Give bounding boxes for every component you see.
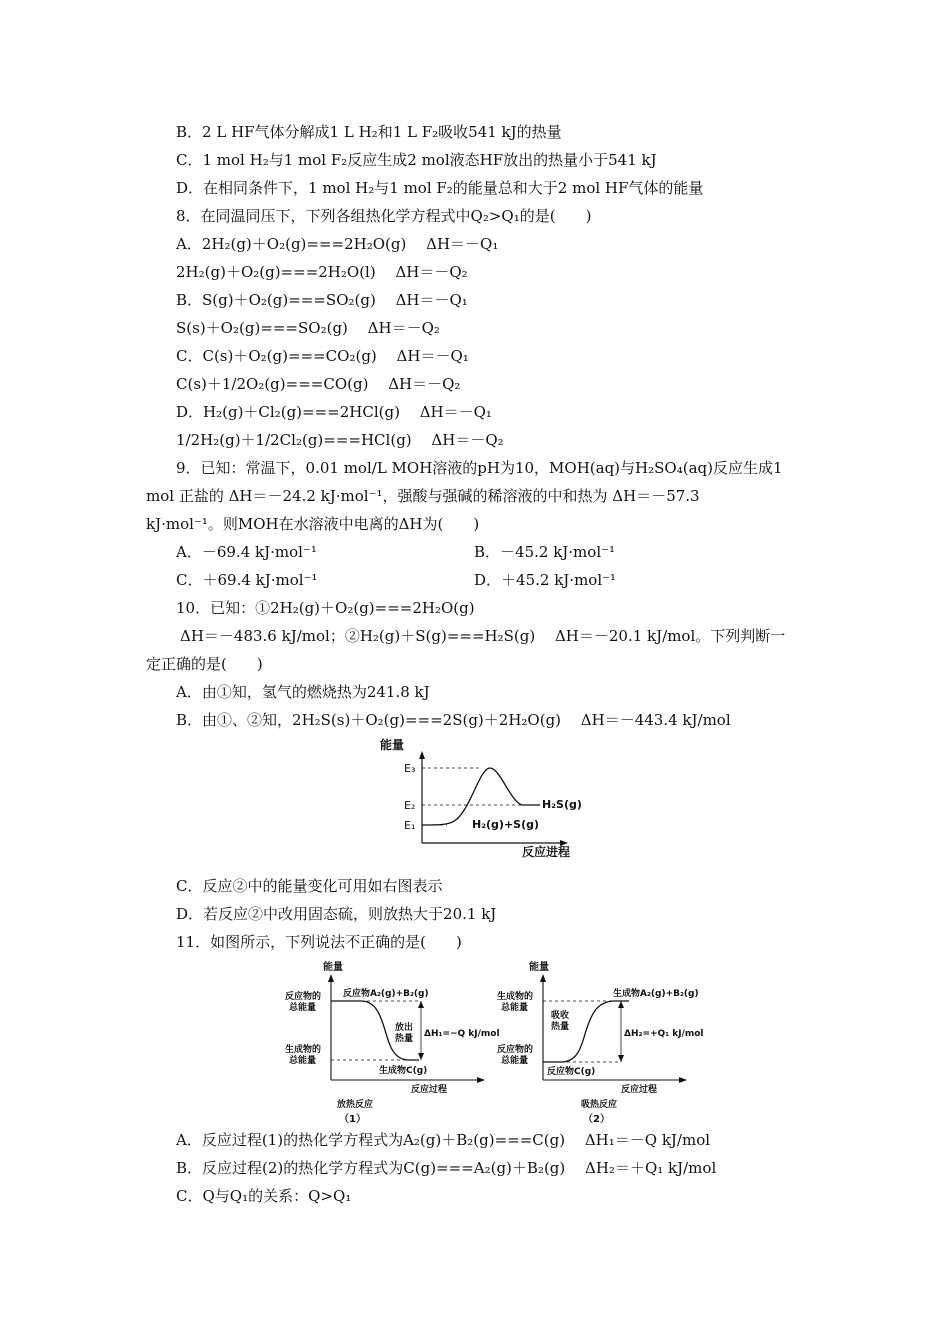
question-9-line2: mol 正盐的 ΔH＝－24.2 kJ·mol⁻¹，强酸与强碱的稀溶液的中和热为 ΔH＝－57.3 [146, 487, 700, 505]
fig2-left-heat-2: 热量 [395, 1034, 414, 1044]
q8-option-b-2: S(s)＋O₂(g)===SO₂(g) ΔH＝－Q₂ [176, 319, 440, 337]
fig2-left-product: 生成物C(g) [379, 1066, 428, 1076]
q9-option-b: B．－45.2 kJ·mol⁻¹ [474, 543, 616, 561]
fig2-left-dh: ΔH₁=−Q kJ/mol [424, 1029, 500, 1039]
fig2-left-reactant-energy-1: 反应物的 [285, 992, 322, 1002]
fig2-left-reactant: 反应物A₂(g)+B₂(g) [343, 989, 429, 999]
fig2-left-num: （1） [339, 1114, 366, 1125]
q10-option-c: C．反应②中的能量变化可用如右图表示 [176, 877, 443, 895]
fig2-right-ylabel: 能量 [529, 962, 549, 973]
fig2-exothermic-diagram [285, 960, 500, 1125]
q11-option-a: A．反应过程(1)的热化学方程式为A₂(g)＋B₂(g)===C(g) ΔH₁＝－Q kJ/mol [176, 1131, 711, 1149]
fig2-left-product-energy-1: 生成物的 [285, 1045, 322, 1055]
fig1-e1-label: E₁ [404, 819, 416, 832]
fig1-product-label: H₂S(g) [542, 798, 582, 811]
q11-option-b: B．反应过程(2)的热化学方程式为C(g)===A₂(g)＋B₂(g) ΔH₂＝＋Q₁ kJ/mol [176, 1159, 717, 1177]
fig2-right-product-energy-2: 总能量 [501, 1003, 529, 1013]
q8-option-d-2: 1/2H₂(g)＋1/2Cl₂(g)===HCl(g) ΔH＝－Q₂ [176, 431, 504, 449]
fig1-reactant-label: H₂(g)+S(g) [472, 818, 540, 831]
q9-option-d: D．＋45.2 kJ·mol⁻¹ [474, 571, 617, 589]
fig2-right-dh: ΔH₂=+Q₁ kJ/mol [624, 1029, 704, 1039]
question-10-line3: 定正确的是( ) [146, 655, 263, 673]
fig1-e2-label: E₂ [404, 799, 416, 812]
fig2-right-product: 生成物A₂(g)+B₂(g) [613, 989, 699, 999]
fig2-left-product-energy-2: 总能量 [289, 1056, 317, 1066]
q9-option-a: A．－69.4 kJ·mol⁻¹ [176, 543, 317, 561]
question-8: 8．在同温同压下，下列各组热化学方程式中Q₂>Q₁的是( ) [176, 207, 592, 225]
fig2-right-num: （2） [583, 1114, 610, 1125]
fig2-right-caption: 吸热反应 [581, 1100, 618, 1110]
fig2-endothermic-diagram [497, 960, 704, 1125]
fig2-right-product-energy-1: 生成物的 [497, 992, 534, 1002]
q8-option-c-2: C(s)＋1/2O₂(g)===CO(g) ΔH＝－Q₂ [176, 375, 461, 393]
fig2-right-reactant-energy-2: 总能量 [501, 1056, 529, 1066]
question-9-line3: kJ·mol⁻¹。则MOH在水溶液中电离的ΔH为( ) [146, 515, 480, 533]
energy-diagram-reaction-2 [372, 735, 582, 860]
q11-option-c: C．Q与Q₁的关系：Q>Q₁ [176, 1187, 352, 1205]
question-9-line1: 9．已知：常温下，0.01 mol/L MOH溶液的pH为10，MOH(aq)与H₂SO₄(aq)反应生成1 [176, 459, 783, 477]
fig2-right-heat-1: 吸收 [551, 1011, 570, 1021]
fig1-energy-curve [422, 768, 540, 825]
q10-option-b: B．由①、②知，2H₂S(s)＋O₂(g)===2S(g)＋2H₂O(g) ΔH＝－443.4 kJ/mol [176, 711, 731, 729]
option-d-q7: D．在相同条件下，1 mol H₂与1 mol F₂的能量总和大于2 mol HF气体的能量 [176, 179, 704, 197]
option-b-q7: B．2 L HF气体分解成1 L H₂和1 L F₂吸收541 kJ的热量 [176, 123, 562, 141]
question-10-line1: 10．已知：①2H₂(g)＋O₂(g)===2H₂O(g) [176, 599, 475, 617]
q8-option-b-1: B．S(g)＋O₂(g)===SO₂(g) ΔH＝－Q₁ [176, 291, 468, 309]
fig1-xlabel: 反应进程 [522, 845, 571, 859]
fig2-right-heat-2: 热量 [551, 1022, 570, 1032]
q8-option-c-1: C．C(s)＋O₂(g)===CO₂(g) ΔH＝－Q₁ [176, 347, 469, 365]
fig2-left-caption: 放热反应 [337, 1100, 374, 1110]
fig2-left-reactant-energy-2: 总能量 [289, 1003, 317, 1013]
q10-option-a: A．由①知，氢气的燃烧热为241.8 kJ [176, 683, 430, 701]
q8-option-a-1: A．2H₂(g)＋O₂(g)===2H₂O(g) ΔH＝－Q₁ [176, 235, 499, 253]
question-11: 11．如图所示，下列说法不正确的是( ) [176, 933, 462, 951]
q10-option-d: D．若反应②中改用固态硫，则放热大于20.1 kJ [176, 905, 497, 923]
fig2-left-ylabel: 能量 [323, 962, 343, 973]
fig1-ylabel: 能量 [380, 738, 405, 752]
fig1-e3-label: E₃ [404, 762, 416, 775]
option-c-q7: C．1 mol H₂与1 mol F₂反应生成2 mol液态HF放出的热量小于541 kJ [176, 151, 657, 169]
question-10-line2: ΔH＝－483.6 kJ/mol；②H₂(g)＋S(g)===H₂S(g) ΔH＝－20.1 kJ/mol。下列判断一 [180, 627, 786, 645]
q8-option-a-2: 2H₂(g)＋O₂(g)===2H₂O(l) ΔH＝－Q₂ [176, 263, 468, 281]
q9-option-c: C．＋69.4 kJ·mol⁻¹ [176, 571, 318, 589]
fig2-right-reactant: 反应物C(g) [547, 1067, 596, 1077]
fig2-left-heat-1: 放出 [395, 1023, 414, 1033]
fig2-right-xlabel: 反应过程 [621, 1085, 658, 1095]
fig2-left-xlabel: 反应过程 [411, 1085, 448, 1095]
fig2-right-reactant-energy-1: 反应物的 [497, 1045, 534, 1055]
energy-diagrams-q11 [285, 958, 704, 1128]
q8-option-d-1: D．H₂(g)＋Cl₂(g)===2HCl(g) ΔH＝－Q₁ [176, 403, 492, 421]
